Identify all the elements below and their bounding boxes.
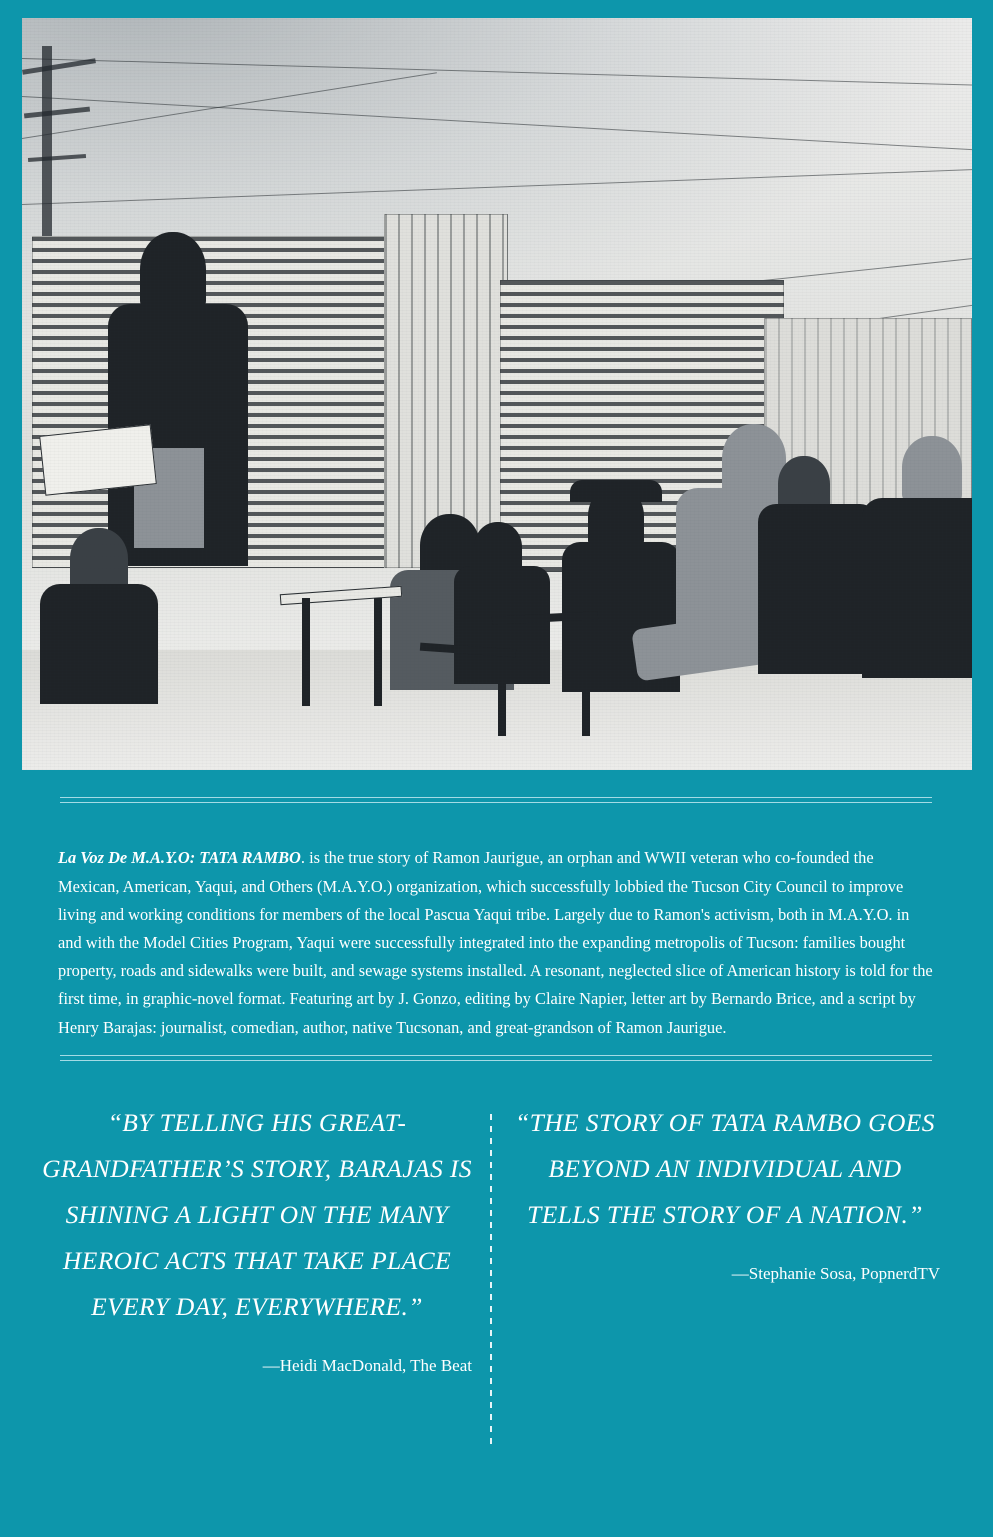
review-quote-1-text: “BY TELLING HIS GREAT-GRANDFATHER’S STORY, BARAJAS IS SHINING A LIGHT ON THE MANY HEROIC ACTS THAT TAKE PLACE EVERY DAY, EVERYWHERE.”: [42, 1108, 472, 1321]
divider-line: [60, 1055, 932, 1056]
review-quote-1-attribution: —Heidi MacDonald, The Beat: [262, 1356, 472, 1375]
photo-canvas: [22, 18, 972, 770]
divider-line: [60, 797, 932, 798]
divider-top: [60, 797, 932, 803]
review-quote-2: [492, 1100, 940, 1284]
quote-divider: [490, 1114, 492, 1444]
book-title: La Voz De M.A.Y.O: TATA RAMBO: [58, 848, 301, 868]
archival-photo: [22, 18, 972, 770]
review-quotes: [42, 1100, 952, 1444]
book-description-body: . is the true story of Ramon Jaurigue, an orphan and WWII veteran who co-founded the Mexican, American, Yaqui, and Others (M.A.Y.O.) organization, which successfully lobbied the Tucson City Council to improve living and working conditions for members of the local Pascua Yaqui tribe. Largely due to Ramon's activism, both in M.A.Y.O. in and with the Model Cities Program, Yaqui were successfully integrated into the expanding metropolis of Tucson: families bought property, roads and sidewalks were built, and sewage systems installed. A resonant, neglected slice of American history is told for the first time, in graphic-novel format. Featuring art by J. Gonzo, editing by Claire Napier, letter art by Bernardo Brice, and a script by Henry Barajas: journalist, comedian, author, native Tucsonan, and great-grandson of Ramon Jaurigue.: [58, 848, 933, 1037]
divider-line: [60, 1060, 932, 1061]
divider-line: [60, 802, 932, 803]
review-quote-2-attribution: —Stephanie Sosa, PopnerdTV: [731, 1264, 940, 1283]
review-quote-1: [42, 1100, 490, 1376]
book-description: [58, 844, 934, 1041]
review-quote-2-text: “THE STORY OF TATA RAMBO GOES BEYOND AN INDIVIDUAL AND TELLS THE STORY OF A NATION.”: [515, 1108, 935, 1229]
divider-bottom: [60, 1055, 932, 1061]
photo-grain-texture: [22, 18, 972, 770]
